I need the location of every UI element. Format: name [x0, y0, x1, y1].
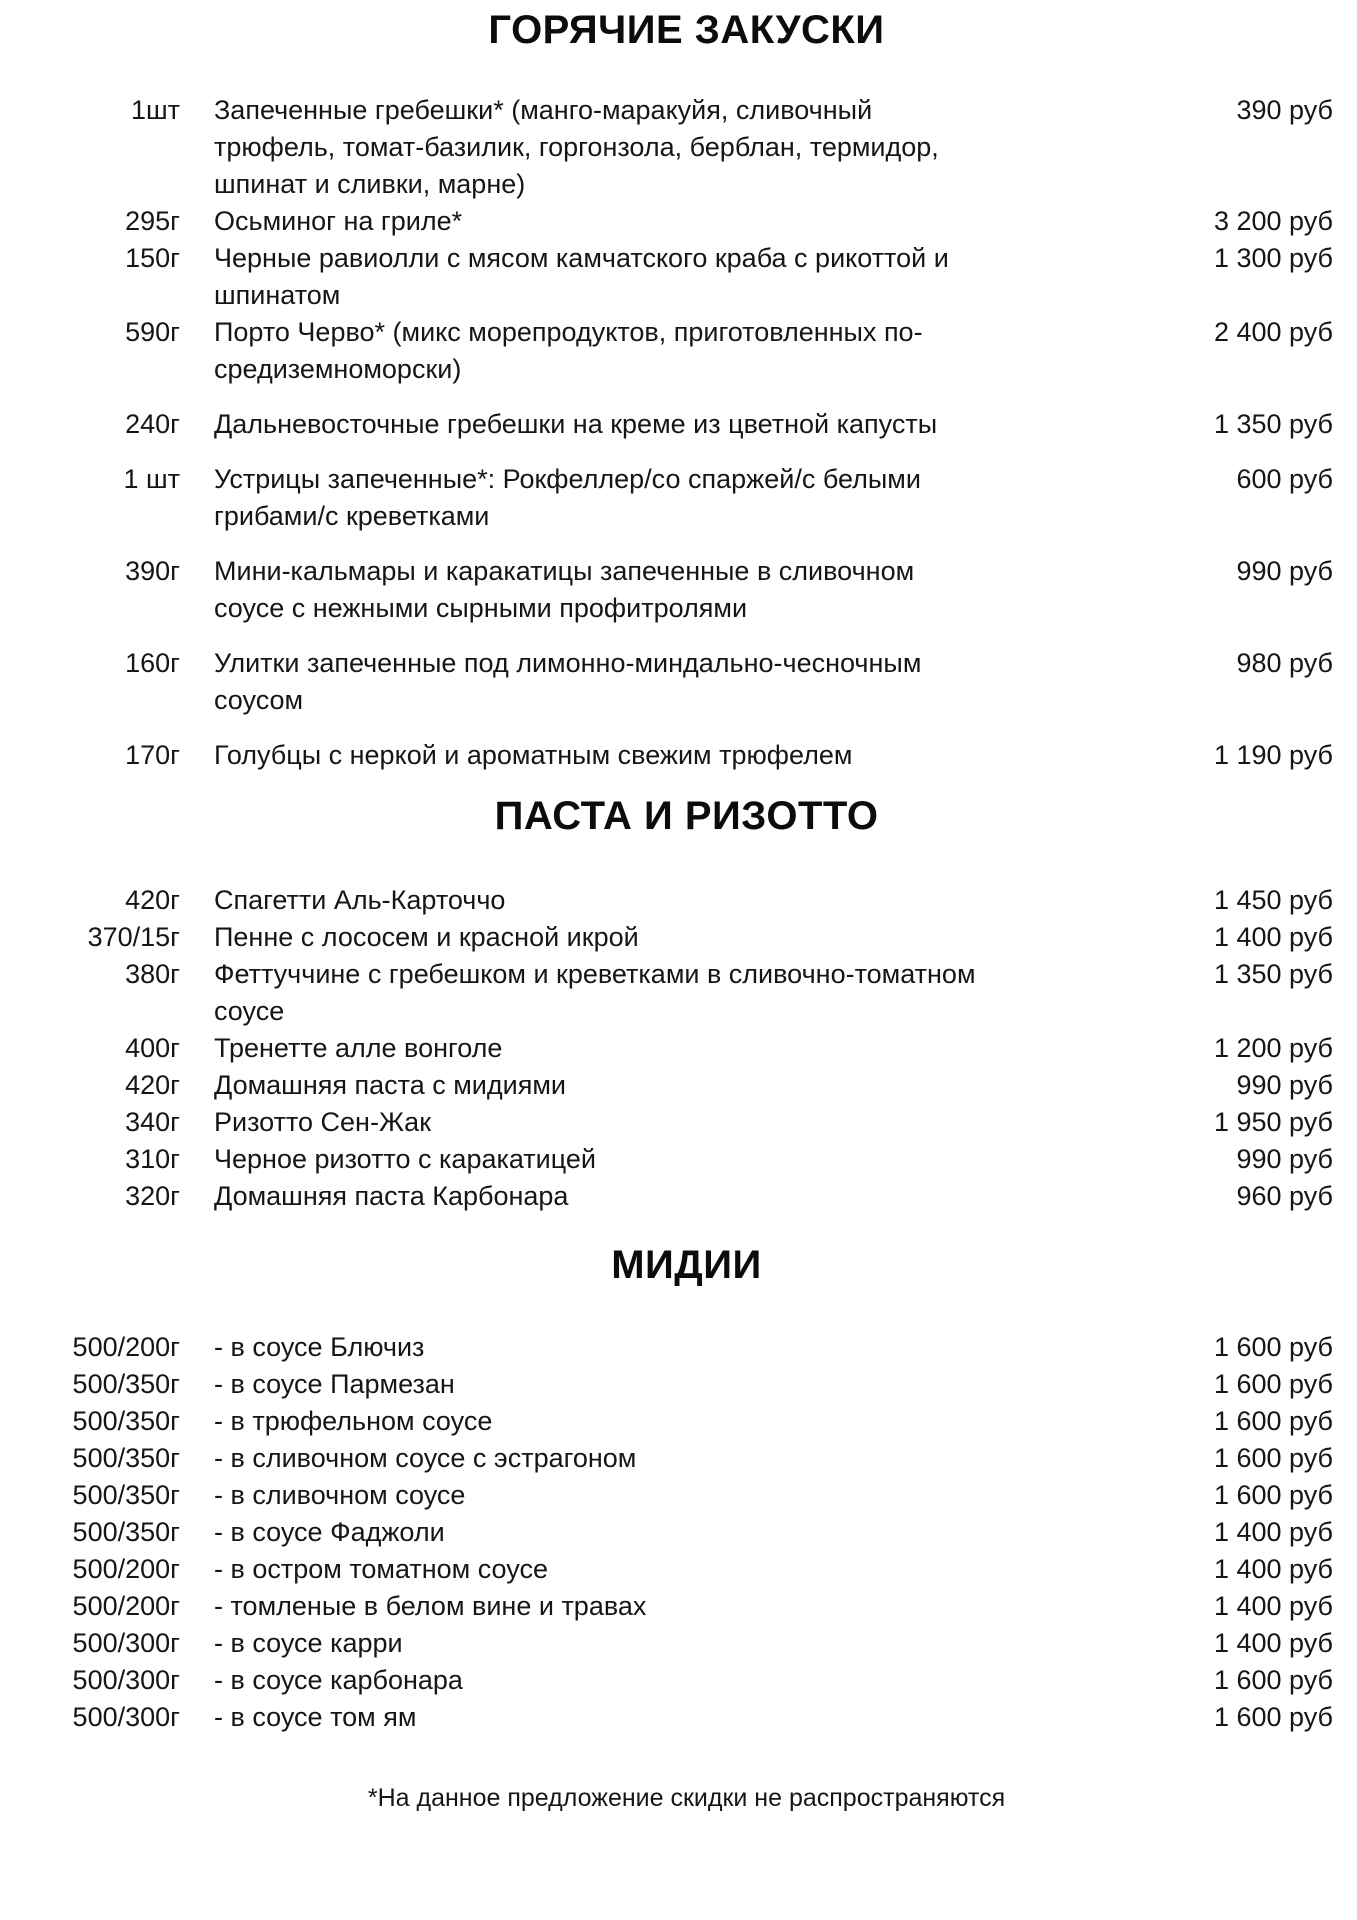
item-weight: 390г: [125, 556, 180, 586]
item-name: Домашняя паста Карбонара: [214, 1181, 569, 1211]
menu-row: [40, 1551, 1333, 1588]
menu-section: [40, 792, 1333, 1215]
item-name: Осьминог на гриле*: [214, 206, 463, 236]
item-name: Ризотто Сен-Жак: [214, 1107, 432, 1137]
section-title: ПАСТА И РИЗОТТО: [494, 794, 879, 838]
item-weight: 160г: [125, 648, 180, 678]
item-price: 1 200 руб: [1213, 1033, 1333, 1063]
menu-row: [40, 1514, 1333, 1551]
menu-row: [40, 1477, 1333, 1514]
item-price: 1 600 руб: [1213, 1702, 1333, 1732]
item-name: Черное ризотто с каракатицей: [214, 1144, 597, 1174]
menu-row: [40, 1662, 1333, 1699]
item-price: 990 руб: [1236, 1144, 1333, 1174]
menu-row: [40, 1030, 1333, 1067]
item-price: 1 450 руб: [1213, 885, 1333, 915]
menu-section: [40, 6, 1333, 774]
item-weight: 380г: [125, 959, 180, 989]
item-weight: 150г: [125, 243, 180, 273]
menu-row: [40, 461, 1333, 535]
menu-row: [40, 1141, 1333, 1178]
item-weight: 500/350г: [72, 1443, 180, 1473]
item-weight: 420г: [125, 885, 180, 915]
item-weight: 500/350г: [72, 1480, 180, 1510]
menu-row: [40, 406, 1333, 443]
item-name: - в соусе карри: [214, 1628, 403, 1658]
item-name: - в трюфельном соусе: [214, 1406, 493, 1436]
item-name: Дальневосточные гребешки на креме из цветной капусты: [214, 409, 938, 439]
item-weight: 500/350г: [72, 1517, 180, 1547]
item-name: - в сливочном соусе с эстрагоном: [214, 1443, 637, 1473]
item-weight: 500/300г: [72, 1665, 180, 1695]
menu-row: [40, 240, 1333, 314]
item-price: 1 350 руб: [1213, 959, 1333, 989]
item-price: 1 600 руб: [1213, 1443, 1333, 1473]
item-name: - в соусе Блючиз: [214, 1332, 425, 1362]
item-price: 1 400 руб: [1213, 922, 1333, 952]
item-price: 990 руб: [1236, 1070, 1333, 1100]
item-price: 960 руб: [1236, 1181, 1333, 1211]
item-weight: 240г: [125, 409, 180, 439]
item-weight: 1 шт: [123, 464, 180, 494]
item-price: 1 300 руб: [1213, 243, 1333, 273]
item-name: Голубцы с неркой и ароматным свежим трюфелем: [214, 740, 853, 770]
item-weight: 370/15г: [87, 922, 180, 952]
item-name: Устрицы запеченные*: Рокфеллер/со спаржей/с белыми грибами/с креветками: [214, 464, 921, 531]
item-price: 1 600 руб: [1213, 1332, 1333, 1362]
item-name: Домашняя паста с мидиями: [214, 1070, 566, 1100]
menu-row: [40, 1699, 1333, 1736]
menu-section: [40, 1241, 1333, 1736]
item-price: 1 190 руб: [1213, 740, 1333, 770]
item-price: 390 руб: [1236, 95, 1333, 125]
item-weight: 500/200г: [72, 1554, 180, 1584]
item-weight: 310г: [125, 1144, 180, 1174]
item-price: 1 600 руб: [1213, 1369, 1333, 1399]
item-weight: 340г: [125, 1107, 180, 1137]
item-name: - в соусе Пармезан: [214, 1369, 455, 1399]
menu-row: [40, 1403, 1333, 1440]
item-weight: 320г: [125, 1181, 180, 1211]
item-weight: 500/350г: [72, 1369, 180, 1399]
item-weight: 500/300г: [72, 1702, 180, 1732]
item-price: 1 400 руб: [1213, 1554, 1333, 1584]
item-name: - в соусе том ям: [214, 1702, 417, 1732]
item-name: - в остром томатном соусе: [214, 1554, 548, 1584]
item-weight: 500/200г: [72, 1591, 180, 1621]
menu-row: [40, 1104, 1333, 1141]
item-weight: 400г: [125, 1033, 180, 1063]
item-name: - в соусе карбонара: [214, 1665, 463, 1695]
menu-row: [40, 1329, 1333, 1366]
item-price: 3 200 руб: [1213, 206, 1333, 236]
item-name: Мини-кальмары и каракатицы запеченные в сливочном соусе с нежными сырными профитролями: [214, 556, 915, 623]
item-name: Спагетти Аль-Карточчо: [214, 885, 506, 915]
item-price: 600 руб: [1236, 464, 1333, 494]
item-price: 1 400 руб: [1213, 1517, 1333, 1547]
item-name: Улитки запеченные под лимонно-миндально-чесночным соусом: [214, 648, 922, 715]
item-name: Феттуччине с гребешком и креветками в сливочно-томатном соусе: [214, 959, 976, 1026]
menu-row: [40, 92, 1333, 203]
item-weight: 500/200г: [72, 1332, 180, 1362]
menu-row: [40, 882, 1333, 919]
item-price: 1 600 руб: [1213, 1480, 1333, 1510]
item-weight: 1шт: [130, 95, 180, 125]
item-weight: 420г: [125, 1070, 180, 1100]
item-price: 1 950 руб: [1213, 1107, 1333, 1137]
item-name: Порто Черво* (микс морепродуктов, приготовленных по-средиземноморски): [214, 317, 923, 384]
menu-sections: [40, 6, 1333, 1736]
menu-row: [40, 645, 1333, 719]
menu-row: [40, 203, 1333, 240]
menu-row: [40, 1625, 1333, 1662]
item-weight: 500/350г: [72, 1406, 180, 1436]
item-price: 1 350 руб: [1213, 409, 1333, 439]
item-price: 1 400 руб: [1213, 1591, 1333, 1621]
item-weight: 295г: [125, 206, 180, 236]
item-weight: 590г: [125, 317, 180, 347]
item-name: - в соусе Фаджоли: [214, 1517, 445, 1547]
footnote: *На данное предложение скидки не распространяются: [367, 1784, 1006, 1812]
item-price: 980 руб: [1236, 648, 1333, 678]
item-price: 990 руб: [1236, 556, 1333, 586]
menu-row: [40, 1366, 1333, 1403]
item-price: 1 600 руб: [1213, 1665, 1333, 1695]
item-price: 2 400 руб: [1213, 317, 1333, 347]
item-weight: 500/300г: [72, 1628, 180, 1658]
menu-row: [40, 1178, 1333, 1215]
menu-row: [40, 919, 1333, 956]
menu-row: [40, 1588, 1333, 1625]
section-title: МИДИИ: [611, 1243, 762, 1287]
item-name: Запеченные гребешки* (манго-маракуйя, сливочный трюфель, томат-базилик, горгонзола, берблан, термидор, шпинат и сливки, марне): [214, 95, 939, 199]
item-weight: 170г: [125, 740, 180, 770]
item-name: - в сливочном соусе: [214, 1480, 466, 1510]
item-name: Тренетте алле вонголе: [214, 1033, 503, 1063]
menu-row: [40, 1067, 1333, 1104]
item-name: - томленые в белом вине и травах: [214, 1591, 647, 1621]
item-price: 1 400 руб: [1213, 1628, 1333, 1658]
item-name: Пенне с лососем и красной икрой: [214, 922, 639, 952]
section-title: ГОРЯЧИЕ ЗАКУСКИ: [488, 8, 885, 52]
item-price: 1 600 руб: [1213, 1406, 1333, 1436]
menu-row: [40, 956, 1333, 1030]
menu-row: [40, 737, 1333, 774]
menu-row: [40, 553, 1333, 627]
menu-row: [40, 314, 1333, 388]
item-name: Черные равиолли с мясом камчатского краба с рикоттой и шпинатом: [214, 243, 949, 310]
menu-row: [40, 1440, 1333, 1477]
